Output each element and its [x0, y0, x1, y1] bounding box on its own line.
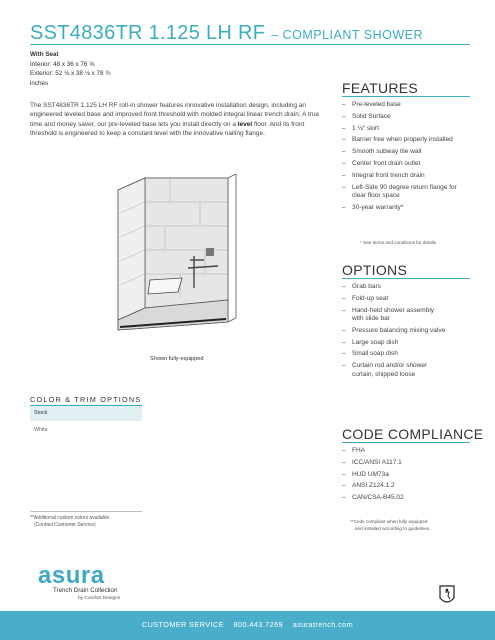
footer-url[interactable]: asuratrench.com [292, 620, 354, 629]
intro-text-a: The SST4836TR 1.125 LH RF roll-in shower features innovative installation design, including an engineered leveled base and improved front threshold with molded integral linear trench drain. A true time and money saver, our pre-leveled base lets you install directly on a [30, 102, 320, 128]
custom-colors-note [30, 515, 111, 529]
spec-block [30, 50, 111, 88]
compliance-item: – FHA [342, 447, 470, 455]
logo-tagline: Trench Drain Collection [53, 587, 118, 594]
spec-exterior: Exterior: 52 ⅛ x 38 ⅛ x 78 ¾ [30, 70, 111, 78]
custom-note-line1: **Additional custom colors available. [30, 515, 111, 521]
options-divider [342, 278, 470, 279]
option-item: – Grab bars [342, 283, 447, 291]
warranty-note: * See terms and conditions for details [360, 240, 437, 245]
title-divider [30, 44, 470, 45]
compliance-heading: CODE COMPLIANCE [342, 426, 484, 442]
option-item: – Curtain rod and/or shower curtain, shipped loose [342, 362, 447, 379]
option-item: – Fold-up seat [342, 295, 447, 303]
compliance-note-line2: and installed according to guidelines. [355, 526, 431, 531]
feature-item: – 30-year warranty* [342, 204, 470, 212]
asura-logo: asura [38, 562, 105, 589]
spec-units: inches [30, 79, 49, 87]
intro-paragraph [30, 101, 320, 138]
feature-item: – Center front drain outlet [342, 160, 470, 168]
options-heading: OPTIONS [342, 262, 408, 278]
feature-item: – Barrier free when properly installed [342, 136, 470, 144]
footer-contact [0, 620, 495, 629]
custom-note-line2: (Contact Customer Service) [34, 522, 96, 528]
compliance-item: – ICC/ANSI A117.1 [342, 459, 470, 467]
logo-byline: by Comfort Designs [78, 596, 121, 601]
option-item: – Large soap dish [342, 339, 447, 347]
features-heading: FEATURES [342, 80, 419, 96]
white-row: White [34, 427, 48, 433]
feature-item: – Pre-leveled base [342, 101, 470, 109]
footer-phone[interactable]: 800.443.7269 [233, 620, 284, 629]
model-name: SST4836TR 1.125 LH RF [30, 22, 266, 44]
feature-item: – Left-Side 90 degree return flange for clear floor space [342, 184, 470, 201]
feature-item: – Smooth subway tile wall [342, 148, 470, 156]
image-caption: Shown fully-equipped [150, 356, 204, 362]
intro-text-b: floor. And its front threshold is engineered to keep a constant level with the innovative nailing flange. [30, 120, 305, 137]
features-divider [342, 96, 470, 97]
features-list [342, 101, 470, 216]
ada-compliance-icon [438, 584, 456, 607]
option-item: – Hand-held shower assembly with slide bar [342, 307, 447, 324]
option-item: – Pressure balancing mixing valve [342, 327, 447, 335]
compliance-note-line1: **Code compliant when fully equipped [350, 519, 428, 524]
spec-seat: With Seat [30, 51, 59, 58]
spec-interior: Interior: 48 x 36 x 76 ⅝ [30, 60, 95, 68]
footer-label: CUSTOMER SERVICE [141, 620, 224, 629]
compliance-divider [342, 442, 470, 443]
option-item: – Small soap dish [342, 350, 447, 358]
compliance-item: – CAN/CSA-B45.02 [342, 494, 470, 502]
compliance-item: – HUD UM73a [342, 471, 470, 479]
stock-row: Stock [30, 406, 142, 421]
compliance-item: – ANSI Z124.1.2 [342, 482, 470, 490]
color-trim-bottom-rule [30, 511, 142, 512]
feature-item: – Solid Surface [342, 113, 470, 121]
feature-item: – Integral front trench drain [342, 172, 470, 180]
color-trim-heading: COLOR & TRIM OPTIONS [30, 395, 142, 404]
options-list [342, 283, 447, 382]
compliance-list [342, 447, 470, 506]
intro-emphasis: level [237, 120, 253, 128]
feature-item: – 1 ⅛" skirt [342, 125, 470, 133]
page-title [30, 22, 423, 45]
compliance-note [350, 518, 430, 532]
title-subtitle: – COMPLIANT SHOWER [271, 28, 424, 42]
shower-illustration [110, 170, 240, 350]
